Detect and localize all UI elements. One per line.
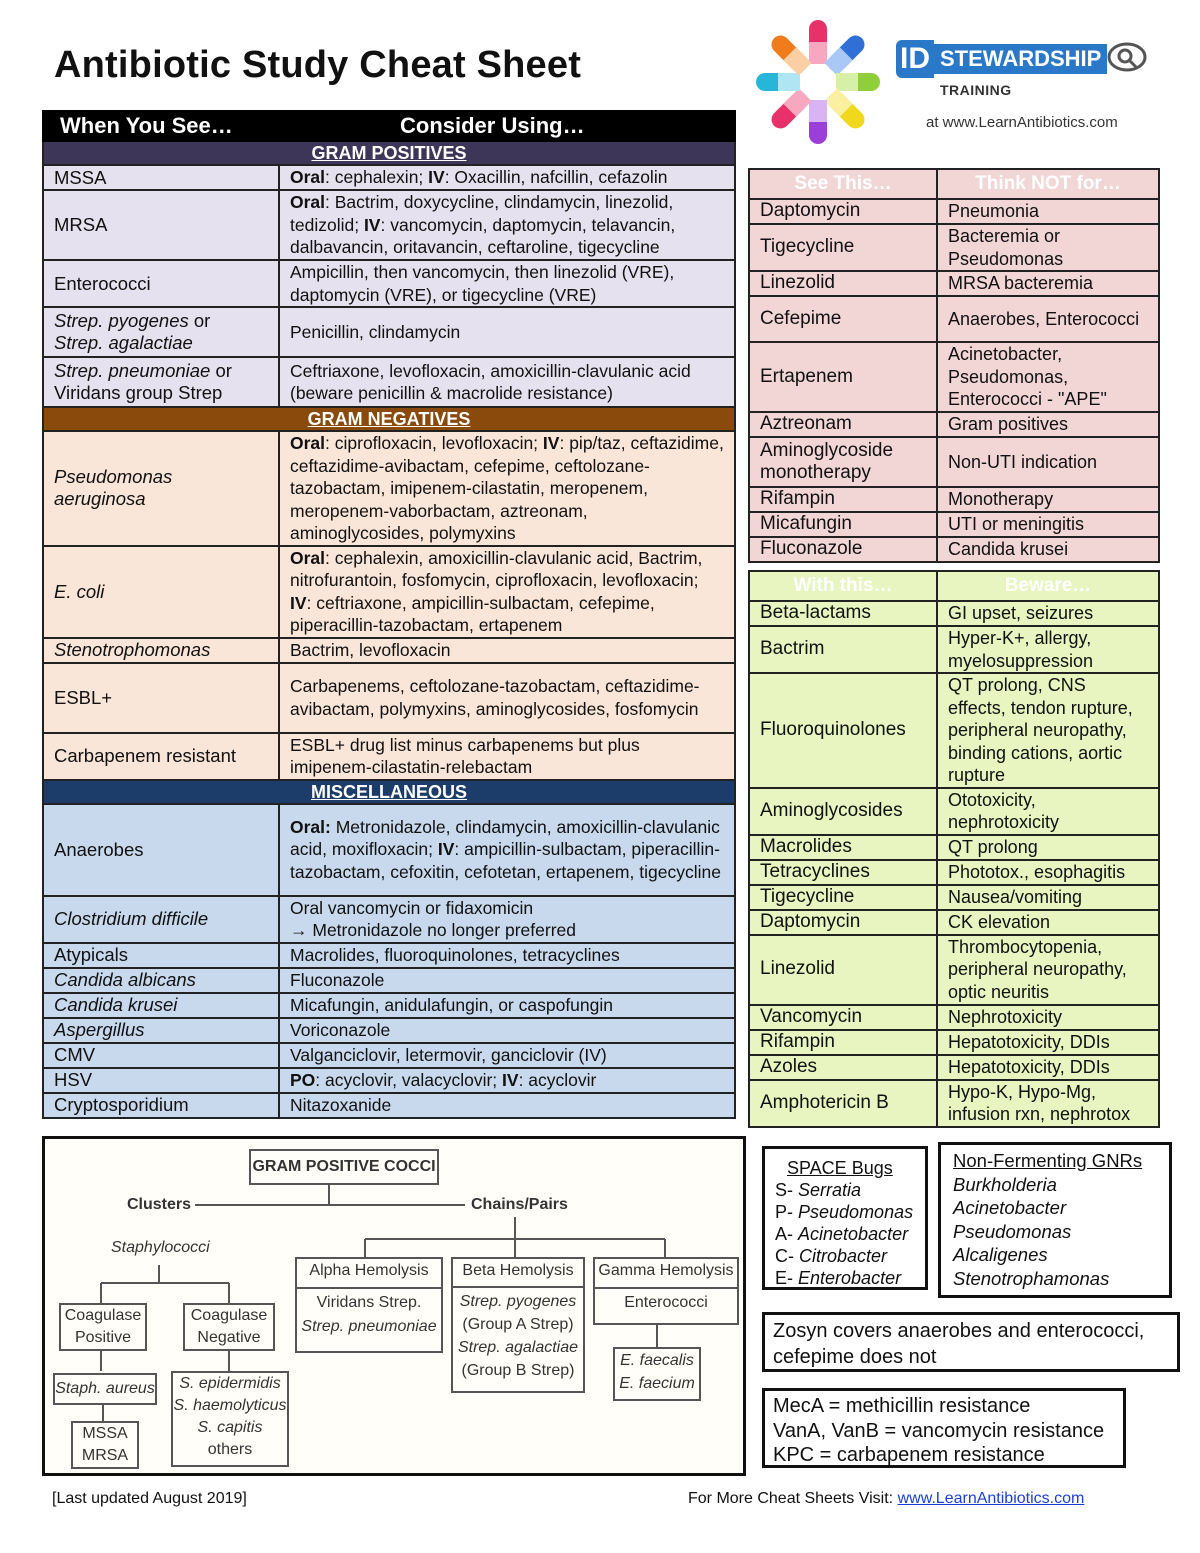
not-for-cell: Acinetobacter, Pseudomonas, Enterococci - "APE" — [937, 342, 1159, 412]
treatment-cell: Voriconazole — [279, 1018, 735, 1043]
drug-cell: Fluconazole — [749, 537, 937, 562]
treatment-cell: Valganciclovir, letermovir, ganciclovir (IV) — [279, 1043, 735, 1068]
resistance-genes-box — [762, 1388, 1126, 1468]
think-not-for-table — [748, 168, 1160, 563]
organism-cell: Candida albicans — [43, 968, 279, 993]
table-row — [43, 804, 735, 896]
clusters-label: Clusters — [127, 1196, 192, 1213]
zosyn-note-box — [762, 1312, 1180, 1372]
drug-cell: Tigecycline — [749, 224, 937, 271]
table-row — [749, 537, 1159, 562]
treatment-cell: Bactrim, levofloxacin — [279, 638, 735, 663]
enterococcus-species-box: E. faecalis E. faecium — [613, 1347, 701, 1401]
treatment-cell: Macrolides, fluoroquinolones, tetracyclines — [279, 943, 735, 968]
treatment-cell: Oral: cephalexin; IV: Oxacillin, nafcillin, cefazolin — [279, 165, 735, 190]
organism-cell: E. coli — [43, 546, 279, 638]
brand-logo — [896, 40, 1186, 140]
table-row — [749, 788, 1159, 835]
beware-cell: Nausea/vomiting — [937, 885, 1159, 910]
beware-cell: Thrombocytopenia, peripheral neuropathy, optic neuritis — [937, 935, 1159, 1005]
not-for-cell: Monotherapy — [937, 487, 1159, 512]
table-row — [43, 190, 735, 260]
drug-cell: Bactrim — [749, 626, 937, 673]
learnantibiotics-link[interactable]: www.LearnAntibiotics.com — [897, 1490, 1085, 1507]
beware-cell: GI upset, seizures — [937, 601, 1159, 626]
col-header-with-this: With this… — [749, 571, 937, 601]
table-row — [749, 224, 1159, 271]
col-header-when-you-see: When You See… — [43, 111, 279, 141]
table-row — [43, 896, 735, 943]
beware-cell: CK elevation — [937, 910, 1159, 935]
table-row — [43, 993, 735, 1018]
table-row — [749, 487, 1159, 512]
col-header-consider-using: Consider Using… — [279, 111, 735, 141]
table-row — [749, 437, 1159, 487]
treatment-cell: Oral: Bactrim, doxycycline, clindamycin, linezolid, tedizolid; IV: vancomycin, daptomycin, telavancin, dalbavancin, oritavancin, ceftaroline, tigecycline — [279, 190, 735, 260]
table-row — [749, 1055, 1159, 1080]
footer-more: For More Cheat Sheets Visit: www.LearnAntibiotics.com — [688, 1490, 1085, 1507]
drug-cell: Beta-lactams — [749, 601, 937, 626]
table-row — [43, 546, 735, 638]
not-for-cell: Anaerobes, Enterococci — [937, 296, 1159, 342]
organism-cell: Enterococci — [43, 260, 279, 307]
treatment-cell: Fluconazole — [279, 968, 735, 993]
drug-cell: Aminoglycoside monotherapy — [749, 437, 937, 487]
beware-cell: Hypo-K, Hypo-Mg, infusion rxn, nephrotox — [937, 1080, 1159, 1127]
table-row — [43, 431, 735, 546]
table-row — [43, 733, 735, 780]
treatment-cell: Oral: Metronidazole, clindamycin, amoxicillin-clavulanic acid, moxifloxacin; IV: ampicillin-sulbactam, piperacillin-tazobactam, cefoxitin, cefotetan, ertapenem, tigecycline — [279, 804, 735, 896]
beware-cell: Ototoxicity, nephrotoxicity — [937, 788, 1159, 835]
col-header-think-not-for: Think NOT for… — [937, 169, 1159, 199]
gram-positive-cocci-flowchart — [42, 1136, 746, 1476]
brand-site: at www.LearnAntibiotics.com — [926, 114, 1118, 131]
drug-cell: Linezolid — [749, 935, 937, 1005]
table-row — [43, 663, 735, 733]
organism-cell: ESBL+ — [43, 663, 279, 733]
treatment-cell: Ceftriaxone, levofloxacin, amoxicillin-clavulanic acid (beware penicillin & macrolide resistance) — [279, 357, 735, 407]
drug-cell: Linezolid — [749, 271, 937, 296]
drug-cell: Aztreonam — [749, 412, 937, 437]
organism-cell: Candida krusei — [43, 993, 279, 1018]
organism-cell: Stenotrophomonas — [43, 638, 279, 663]
organism-cell: Strep. pyogenes or Strep. agalactiae — [43, 307, 279, 357]
brand-stewardship: STEWARDSHIP — [934, 44, 1107, 74]
coagulase-positive-box: Coagulase Positive — [59, 1303, 147, 1351]
magnifier-bubble-icon — [1107, 42, 1149, 76]
organism-cell: Clostridium difficile — [43, 896, 279, 943]
list-item: P- Pseudomonas — [775, 1202, 914, 1222]
drug-cell: Ertapenem — [749, 342, 937, 412]
vana-line: VanA, VanB = vancomycin resistance — [773, 1419, 1105, 1442]
coagulase-negative-box: Coagulase Negative — [183, 1303, 275, 1351]
table-row — [749, 626, 1159, 673]
table-row — [749, 860, 1159, 885]
beware-table — [748, 570, 1160, 1128]
table-row — [43, 1093, 735, 1118]
beware-cell: Hepatotoxicity, DDIs — [937, 1030, 1159, 1055]
staphylococci-label: Staphylococci — [111, 1239, 210, 1256]
not-for-cell: MRSA bacteremia — [937, 271, 1159, 296]
section-gram-positives: GRAM POSITIVES — [43, 141, 735, 165]
table-row — [749, 1005, 1159, 1030]
drug-cell: Daptomycin — [749, 910, 937, 935]
table-row — [749, 342, 1159, 412]
table-row — [43, 968, 735, 993]
list-item: Alcaligenes — [953, 1244, 1048, 1265]
beware-cell: QT prolong, CNS effects, tendon rupture, peripheral neuropathy, binding cations, aortic rupture — [937, 673, 1159, 788]
space-bugs-title: SPACE Bugs — [787, 1158, 893, 1178]
drug-cell: Rifampin — [749, 1030, 937, 1055]
mssa-mrsa-box: MSSA MRSA — [71, 1421, 139, 1469]
coag-neg-species-box: S. epidermidis S. haemolyticus S. capitis others — [171, 1371, 289, 1467]
non-fermenting-gnrs-box — [938, 1142, 1172, 1298]
page-title: Antibiotic Study Cheat Sheet — [54, 44, 582, 86]
treatment-cell: Carbapenems, ceftolozane-tazobactam, ceftazidime-avibactam, polymyxins, aminoglycosides, fosfomycin — [279, 663, 735, 733]
table-row — [43, 943, 735, 968]
table-row — [749, 1030, 1159, 1055]
beware-cell: Phototox., esophagitis — [937, 860, 1159, 885]
staph-aureus-box: Staph. aureus — [53, 1373, 157, 1405]
treatment-cell: Oral: ciprofloxacin, levofloxacin; IV: pip/taz, ceftazidime, ceftazidime-avibactam, cefepime, ceftolozane-tazobactam, imipenem-cilastatin, meropenem, meropenem-vaborbactam, aztreonam, aminoglycosides, polymyxins — [279, 431, 735, 546]
list-item: Acinetobacter — [953, 1197, 1067, 1218]
kpc-line: KPC = carbapenem resistance — [773, 1444, 1045, 1466]
section-gram-negatives: GRAM NEGATIVES — [43, 407, 735, 431]
drug-cell: Tetracyclines — [749, 860, 937, 885]
beware-cell: Nephrotoxicity — [937, 1005, 1159, 1030]
table-row — [749, 910, 1159, 935]
not-for-cell: Candida krusei — [937, 537, 1159, 562]
beware-cell: Hyper-K+, allergy, myelosuppression — [937, 626, 1159, 673]
organism-cell: Strep. pneumoniae or Viridans group Strep — [43, 357, 279, 407]
table-row — [749, 1080, 1159, 1127]
treatment-cell: ESBL+ drug list minus carbapenems but plus imipenem-cilastatin-relebactam — [279, 733, 735, 780]
chains-label: Chains/Pairs — [471, 1196, 568, 1213]
organism-cell: Atypicals — [43, 943, 279, 968]
space-bugs-box — [762, 1146, 928, 1290]
table-row — [43, 638, 735, 663]
drug-cell: Tigecycline — [749, 885, 937, 910]
drug-cell: Macrolides — [749, 835, 937, 860]
section-miscellaneous: MISCELLANEOUS — [43, 780, 735, 804]
beware-cell: QT prolong — [937, 835, 1159, 860]
beta-hemolysis-box: Beta Hemolysis Strep. pyogenes (Group A Strep) Strep. agalactiae (Group B Strep) — [451, 1257, 585, 1393]
list-item: C- Citrobacter — [775, 1246, 888, 1266]
list-item: E- Enterobacter — [775, 1268, 902, 1288]
organism-cell: MRSA — [43, 190, 279, 260]
meca-line: MecA = methicillin resistance — [773, 1395, 1031, 1417]
table-row — [43, 307, 735, 357]
treatment-cell: Penicillin, clindamycin — [279, 307, 735, 357]
table-row — [43, 1043, 735, 1068]
root-box: GRAM POSITIVE COCCI — [249, 1149, 439, 1185]
drug-cell: Aminoglycosides — [749, 788, 937, 835]
drug-cell: Amphotericin B — [749, 1080, 937, 1127]
treatment-cell: Micafungin, anidulafungin, or caspofungin — [279, 993, 735, 1018]
drug-cell: Micafungin — [749, 512, 937, 537]
table-row — [43, 165, 735, 190]
table-row — [749, 835, 1159, 860]
pill-pinwheel-logo-icon — [748, 18, 888, 146]
organism-cell: MSSA — [43, 165, 279, 190]
table-row — [749, 199, 1159, 224]
beware-cell: Hepatotoxicity, DDIs — [937, 1055, 1159, 1080]
treatment-cell: Oral: cephalexin, amoxicillin-clavulanic acid, Bactrim, nitrofurantoin, fosfomycin, ciprofloxacin, levofloxacin; IV: ceftriaxone, ampicillin-sulbactam, cefepime, piperacillin-tazobactam, ertapenem — [279, 546, 735, 638]
alpha-hemolysis-box: Alpha Hemolysis Viridans Strep. Strep. pneumoniae — [295, 1257, 443, 1353]
drug-cell: Cefepime — [749, 296, 937, 342]
treatment-cell: Nitazoxanide — [279, 1093, 735, 1118]
non-fermenting-title: Non-Fermenting GNRs — [953, 1150, 1143, 1171]
table-row — [749, 412, 1159, 437]
organism-cell: Aspergillus — [43, 1018, 279, 1043]
drug-cell: Daptomycin — [749, 199, 937, 224]
not-for-cell: Non-UTI indication — [937, 437, 1159, 487]
brand-training: TRAINING — [940, 82, 1012, 98]
drug-cell: Rifampin — [749, 487, 937, 512]
table-row — [749, 935, 1159, 1005]
organism-cell: Anaerobes — [43, 804, 279, 896]
list-item: Pseudomonas — [953, 1220, 1072, 1242]
list-item: A- Acinetobacter — [775, 1224, 909, 1244]
organism-cell: HSV — [43, 1068, 279, 1093]
treatment-cell: Ampicillin, then vancomycin, then linezolid (VRE), daptomycin (VRE), or tigecycline (VRE) — [279, 260, 735, 307]
organism-cell: CMV — [43, 1043, 279, 1068]
treatment-cell: Oral vancomycin or fidaxomicin → Metronidazole no longer preferred — [279, 896, 735, 943]
table-row — [749, 271, 1159, 296]
drug-cell: Fluoroquinolones — [749, 673, 937, 788]
drug-cell: Vancomycin — [749, 1005, 937, 1030]
col-header-see-this: See This… — [749, 169, 937, 199]
brand-id: ID — [896, 40, 934, 78]
last-updated: [Last updated August 2019] — [52, 1490, 247, 1507]
not-for-cell: Bacteremia or Pseudomonas — [937, 224, 1159, 271]
list-item: Burkholderia — [953, 1173, 1057, 1195]
col-header-beware: Beware… — [937, 571, 1159, 601]
table-row — [749, 601, 1159, 626]
table-row — [749, 673, 1159, 788]
table-row — [43, 357, 735, 407]
organism-cell: Cryptosporidium — [43, 1093, 279, 1118]
table-row — [749, 512, 1159, 537]
drug-cell: Azoles — [749, 1055, 937, 1080]
table-row — [749, 885, 1159, 910]
table-row — [749, 296, 1159, 342]
table-row — [43, 1068, 735, 1093]
zosyn-line-1: Zosyn covers anaerobes and enterococci, — [773, 1320, 1145, 1342]
not-for-cell: Gram positives — [937, 412, 1159, 437]
zosyn-line-2: cefepime does not — [773, 1346, 937, 1368]
organism-treatment-table — [42, 110, 736, 1119]
organism-cell: Carbapenem resistant — [43, 733, 279, 780]
list-item: Stenotrophamonas — [953, 1267, 1110, 1289]
organism-cell: Pseudomonas aeruginosa — [43, 431, 279, 546]
not-for-cell: UTI or meningitis — [937, 512, 1159, 537]
table-row — [43, 260, 735, 307]
list-item: S- Serratia — [775, 1180, 862, 1200]
gamma-hemolysis-box: Gamma Hemolysis Enterococci — [593, 1257, 739, 1325]
treatment-cell: PO: acyclovir, valacyclovir; IV: acyclovir — [279, 1068, 735, 1093]
not-for-cell: Pneumonia — [937, 199, 1159, 224]
table-row — [43, 1018, 735, 1043]
